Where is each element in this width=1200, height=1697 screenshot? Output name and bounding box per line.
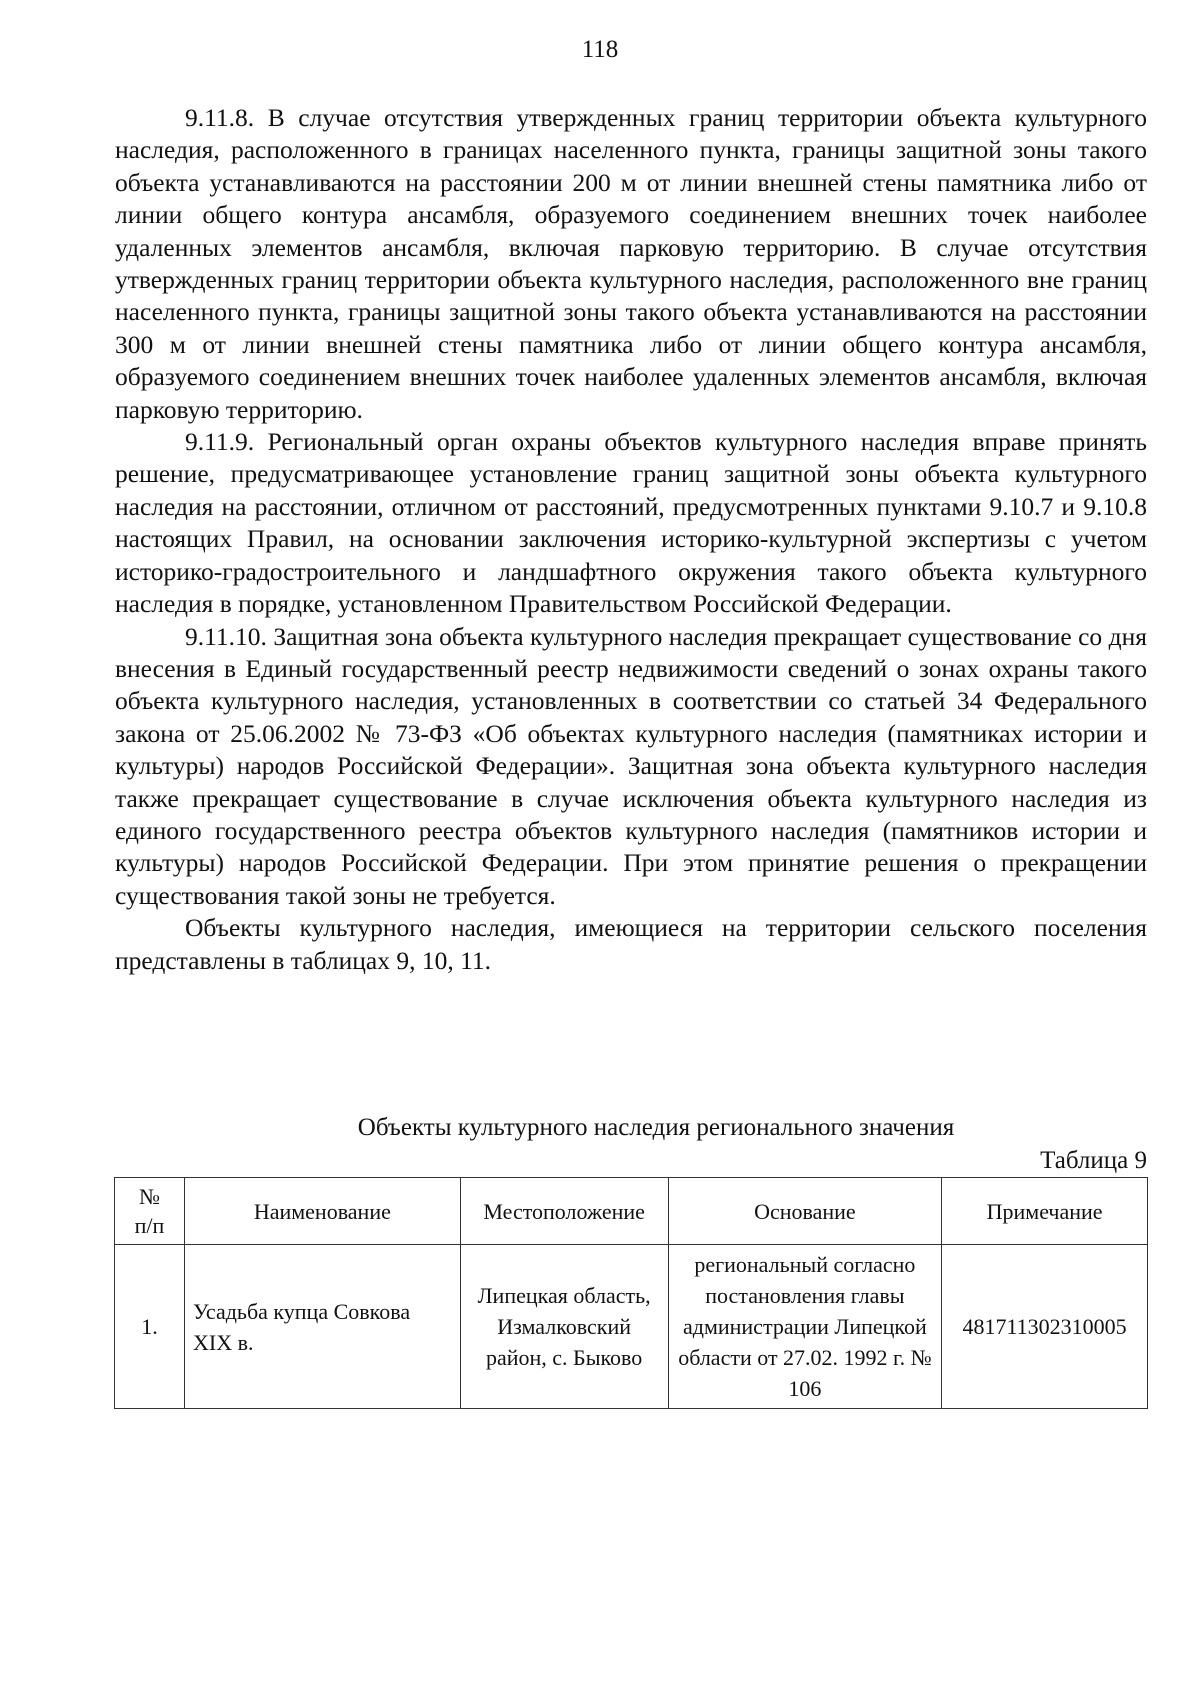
header-name: Наименование: [184, 1178, 460, 1245]
table-row: [115, 1245, 1148, 1409]
table-header-row: [115, 1178, 1148, 1245]
header-number-abbr: п/п: [134, 1213, 165, 1238]
cell-basis: региональный согласно постановления главы администрации Липецкой области от 27.02. 1992 г. № 106: [668, 1245, 942, 1409]
header-basis: Основание: [668, 1178, 942, 1245]
table-caption: Объекты культурного наследия регионального значения: [357, 1114, 955, 1141]
paragraph-9-11-8: 9.11.8. В случае отсутствия утвержденных границ территории объекта культурного наследия, расположенного в границах населенного пункта, границы защитной зоны такого объекта устанавливаются на расстоянии 200 м от линии внешней стены памятника либо от линии общего контура ансамбля, образуемого соединением внешних точек наиболее удаленных элементов ансамбля, включая парковую территорию. В случае отсутствия утвержденных границ территории объекта культурного наследия, расположенного вне границ населенного пункта, границы защитной зоны такого объекта устанавливаются на расстоянии 300 м от линии внешней стены памятника либо от линии общего контура ансамбля, образуемого соединением внешних точек наиболее удаленных элементов ансамбля, включая парковую территорию.: [115, 103, 1147, 424]
cell-note: 481711302310005: [942, 1245, 1148, 1409]
cell-location: Липецкая область, Измалковский район, с. Быково: [460, 1245, 668, 1409]
paragraph-heritage-objects: Объекты культурного наследия, имеющиеся на территории сельского поселения представлены в таблицах 9, 10, 11.: [115, 913, 1147, 975]
header-location: Местоположение: [460, 1178, 668, 1245]
table-label: Таблица 9: [1040, 1147, 1147, 1174]
cell-name: Усадьба купца Совкова XIX в.: [184, 1245, 460, 1409]
document-body: [115, 102, 1147, 977]
heritage-objects-table: [114, 1177, 1148, 1409]
header-note: Примечание: [942, 1178, 1148, 1245]
header-number-symbol: №: [138, 1184, 160, 1209]
page-number: 118: [581, 36, 619, 63]
paragraph-9-11-9: 9.11.9. Региональный орган охраны объектов культурного наследия вправе принять решение, предусматривающее установление границ защитной зоны объекта культурного наследия на расстоянии, отличном от расстояний, предусмотренных пунктами 9.10.7 и 9.10.8 настоящих Правил, на основании заключения историко-культурной экспертизы с учетом историко-градостроительного и ландшафтного окружения такого объекта культурного наследия в порядке, установленном Правительством Российской Федерации.: [115, 427, 1147, 619]
cell-number: 1.: [115, 1245, 185, 1409]
header-number: [115, 1178, 185, 1245]
paragraph-9-11-10: 9.11.10. Защитная зона объекта культурного наследия прекращает существование со дня внесения в Единый государственный реестр недвижимости сведений о зонах охраны такого объекта культурного наследия, установленных в соответствии со статьей 34 Федерального закона от 25.06.2002 № 73-ФЗ «Об объектах культурного наследия (памятниках истории и культуры) народов Российской Федерации». Защитная зона объекта культурного наследия также прекращает существование в случае исключения объекта культурного наследия из единого государственного реестра объектов культурного наследия (памятников истории и культуры) народов Российской Федерации. При этом принятие решения о прекращении существования такой зоны не требуется.: [115, 621, 1147, 910]
